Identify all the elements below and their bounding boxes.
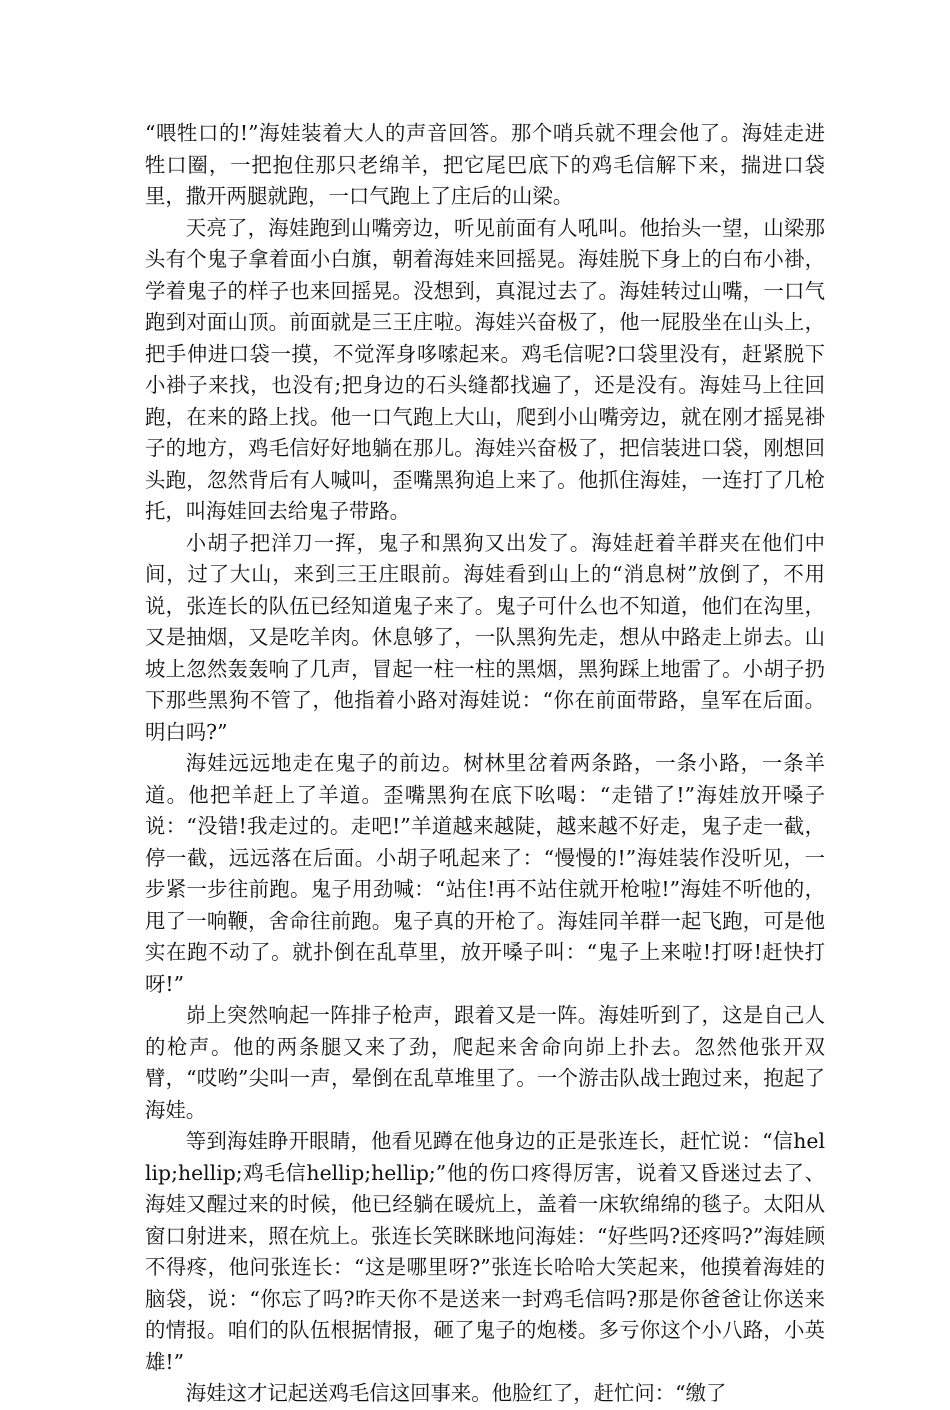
paragraph: “喂牲口的!”海娃装着大人的声音回答。那个哨兵就不理会他了。海娃走进牲口圈，一把抱住那只老绵羊，把它尾巴底下的鸡毛信解下来，揣进口袋里，撒开两腿就跑，一口气跑上了庄后的山梁。 bbox=[145, 121, 825, 208]
paragraph: 海娃这才记起送鸡毛信这回事来。他脸红了，赶忙问：“缴了 bbox=[185, 1381, 727, 1405]
paragraph: 峁上突然响起一阵排子枪声，跟着又是一阵。海娃听到了，这是自己人的枪声。他的两条腿又来了劲，爬起来舍命向峁上扑去。忽然他张开双臂，“哎哟”尖叫一声，晕倒在乱草堆里了。一个游击队战士跑过来，抱起了海娃。 bbox=[145, 1003, 825, 1122]
paragraph: 天亮了，海娃跑到山嘴旁边，听见前面有人吼叫。他抬头一望，山梁那头有个鬼子拿着面小白旗，朝着海娃来回摇晃。海娃脱下身上的白布小褂，学着鬼子的样子也来回摇晃。没想到，真混过去了。海娃转过山嘴，一口气跑到对面山顶。前面就是三王庄啦。海娃兴奋极了，他一屁股坐在山头上，把手伸进口袋一摸，不觉浑身哆嗦起来。鸡毛信呢?口袋里没有，赶紧脱下小褂子来找，也没有;把身边的石头缝都找遍了，还是没有。海娃马上往回跑，在来的路上找。他一口气跑上大山，爬到小山嘴旁边，就在刚才摇晃褂子的地方，鸡毛信好好地躺在那儿。海娃兴奋极了，把信装进口袋，刚想回头跑，忽然背后有人喊叫，歪嘴黑狗追上来了。他抓住海娃，一连打了几枪托，叫海娃回去给鬼子带路。 bbox=[145, 215, 825, 523]
paragraph: 海娃远远地走在鬼子的前边。树林里岔着两条路，一条小路，一条羊道。他把羊赶上了羊道。歪嘴黑狗在底下吆喝：“走错了!”海娃放开嗓子说：“没错!我走过的。走吧!”羊道越来越陡，越来越不好走，鬼子走一截，停一截，远远落在后面。小胡子吼起来了：“慢慢的!”海娃装作没听见，一步紧一步往前跑。鬼子用劲喊：“站住!再不站住就开枪啦!”海娃不听他的，甩了一响鞭，舍命往前跑。鬼子真的开枪了。海娃同羊群一起飞跑，可是他实在跑不动了。就扑倒在乱草里，放开嗓子叫：“鬼子上来啦!打呀!赶快打呀!” bbox=[145, 751, 825, 996]
paragraph: 小胡子把洋刀一挥，鬼子和黑狗又出发了。海娃赶着羊群夹在他们中间，过了大山，来到三王庄眼前。海娃看到山上的“消息树”放倒了，不用说，张连长的队伍已经知道鬼子来了。鬼子可什么也不知道，他们在沟里，又是抽烟，又是吃羊肉。休息够了，一队黑狗先走，想从中路走上峁去。山坡上忽然轰轰响了几声，冒起一柱一柱的黑烟，黑狗踩上地雷了。小胡子扔下那些黑狗不管了，他指着小路对海娃说：“你在前面带路，皇军在后面。明白吗?” bbox=[145, 530, 825, 744]
paragraph: 等到海娃睁开眼睛，他看见蹲在他身边的正是张连长，赶忙说：“信hellip;hellip;鸡毛信hellip;hellip;”他的伤口疼得厉害，说着又昏迷过去了、海娃又醒过来的时候，他已经躺在暖炕上，盖着一床软绵绵的毯子。太阳从窗口射进来，照在炕上。张连长笑眯眯地问海娃：“好些吗?还疼吗?”海娃顾不得疼，他问张连长：“这是哪里呀?”张连长哈哈大笑起来，他摸着海娃的脑袋，说：“你忘了吗?昨天你不是送来一封鸡毛信吗?那是你爸爸让你送来的情报。咱们的队伍根据情报，砸了鬼子的炮楼。多亏你这个小八路，小英雄!” bbox=[145, 1129, 825, 1374]
document-body bbox=[145, 118, 825, 1410]
